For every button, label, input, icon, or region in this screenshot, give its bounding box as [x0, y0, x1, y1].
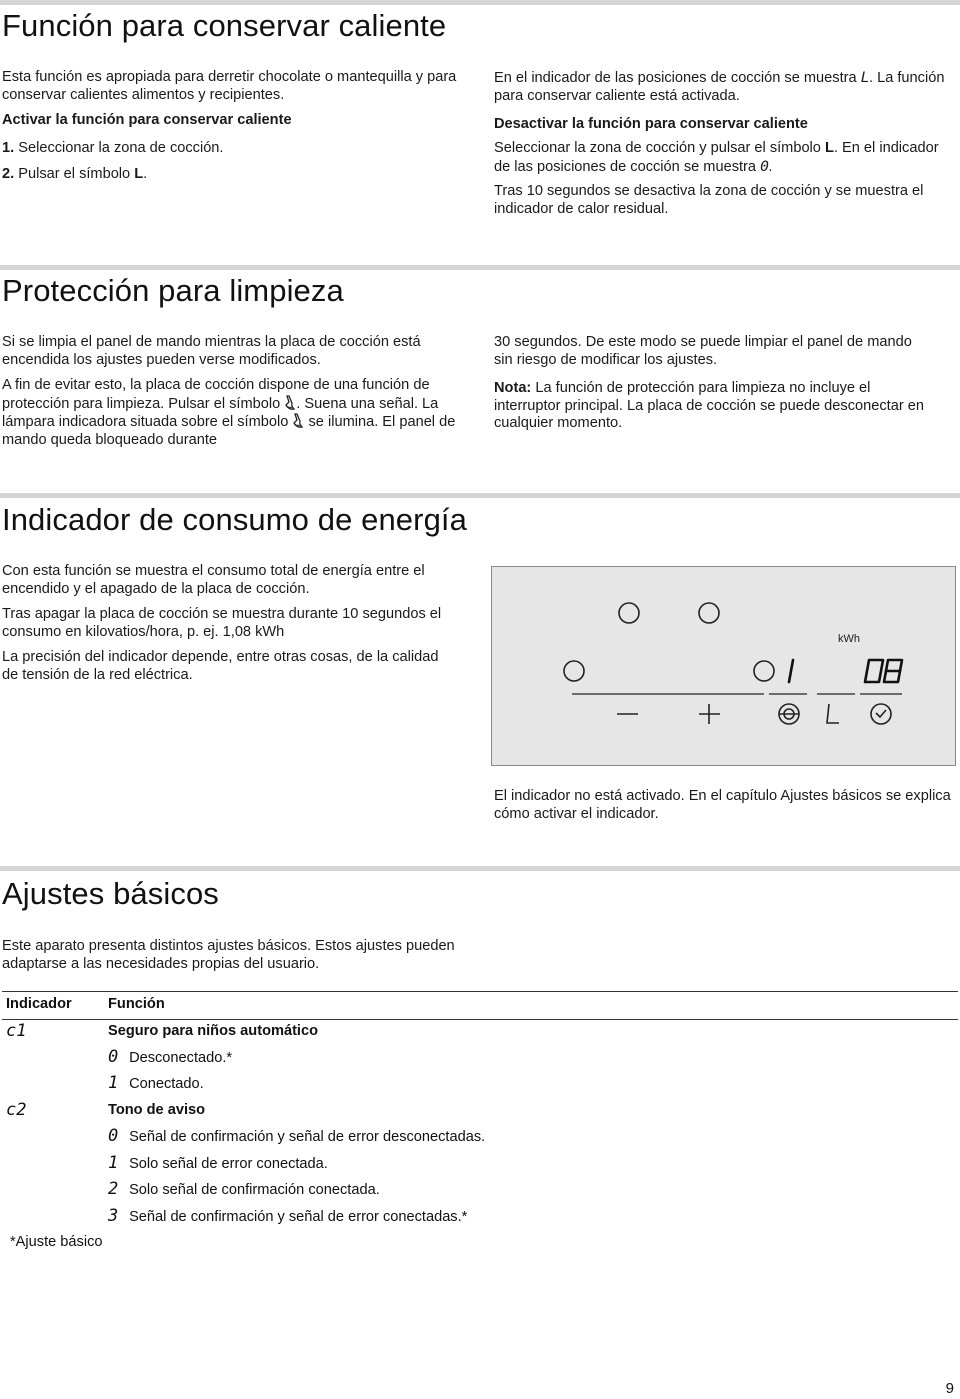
- step-text: Pulsar el símbolo: [18, 166, 131, 182]
- l-symbol: L: [134, 166, 144, 182]
- note: Nota: La función de protección para limpieza no incluye el interruptor principal. La placa de cocción se puede desconectar en cualquier momento.: [494, 380, 924, 431]
- setting-option: 0 Desconectado.*: [108, 1047, 233, 1067]
- setting-title: Seguro para niños automático: [108, 1023, 319, 1039]
- paragraph: Con esta función se muestra el consumo total de energía entre el encendido y el apagado de la placa de cocción.: [2, 563, 425, 597]
- step-number: 2.: [2, 166, 15, 182]
- option-value: 0: [108, 1126, 119, 1146]
- setting-option: 3 Señal de confirmación y señal de error conectadas.*: [108, 1206, 468, 1226]
- control-panel-illustration: [491, 566, 956, 766]
- step-2: 2. Pulsar el símbolo L.: [2, 166, 148, 182]
- step-text: Seleccionar la zona de cocción.: [18, 140, 224, 156]
- paragraph: Si se limpia el panel de mando mientras la placa de cocción está encendida los ajustes pueden verse modificados.: [2, 334, 421, 368]
- paragraph: Tras apagar la placa de cocción se muestra durante 10 segundos el consumo en kilovatios/hora, p. ej. 1,08 kWh: [2, 606, 442, 640]
- kwh-unit-label: kWh: [838, 633, 860, 645]
- column-header-indicator: Indicador: [6, 996, 72, 1012]
- zero-display-symbol: 0: [760, 157, 769, 175]
- option-value: 0: [108, 1047, 119, 1067]
- setting-option: 1 Conectado.: [108, 1073, 204, 1093]
- zone-indicator-icon: [619, 603, 639, 623]
- note-label: Nota:: [494, 380, 532, 396]
- clean-lock-icon: [284, 395, 296, 411]
- step-1: [2, 140, 442, 158]
- setting-option: 1 Solo señal de error conectada.: [108, 1153, 328, 1173]
- subheading: Activar la función para conservar caliente: [2, 112, 292, 128]
- section-rule: [0, 493, 960, 498]
- l-symbol: L: [824, 140, 834, 156]
- footnote: *Ajuste básico: [10, 1234, 103, 1250]
- paragraph: Seleccionar la zona de cocción y pulsar el símbolo L. En el indicador de las posiciones de cocción se muestra 0.: [494, 140, 939, 175]
- zone-indicator-icon: [564, 661, 584, 681]
- section-rule: [0, 0, 960, 5]
- option-value: 2: [108, 1179, 119, 1199]
- zone-indicator-icon: [754, 661, 774, 681]
- section-rule: [0, 265, 960, 270]
- clean-lock-icon: [292, 413, 304, 429]
- figure-caption: El indicador no está activado. En el capítulo Ajustes básicos se explica cómo activar el indicador.: [494, 788, 951, 822]
- paragraph: La precisión del indicador depende, entre otras cosas, de la calidad de tensión de la red eléctrica.: [2, 649, 439, 683]
- l-icon: [827, 704, 839, 723]
- page-number: 9: [945, 1380, 954, 1397]
- option-value: 1: [108, 1153, 119, 1173]
- digit-eight: [884, 660, 902, 682]
- digit-zero: [865, 660, 883, 682]
- zone-indicator-icon: [699, 603, 719, 623]
- section-title: Indicador de consumo de energía: [2, 502, 467, 537]
- setting-option: 0 Señal de confirmación y señal de error desconectadas.: [108, 1126, 486, 1146]
- section-title: Función para conservar caliente: [2, 8, 447, 43]
- clean-lock-icon: [779, 704, 799, 724]
- subheading: Desactivar la función para conservar caliente: [494, 116, 808, 132]
- paragraph: Esta función es apropiada para derretir chocolate o mantequilla y para conservar calientes alimentos y recipientes.: [2, 69, 457, 103]
- option-value: 1: [108, 1073, 119, 1093]
- section-title: Ajustes básicos: [2, 876, 219, 911]
- column-header-function: Función: [108, 996, 165, 1012]
- paragraph: Este aparato presenta distintos ajustes básicos. Estos ajustes pueden adaptarse a las necesidades propias del usuario.: [2, 938, 455, 972]
- paragraph: En el indicador de las posiciones de cocción se muestra L. La función para conservar caliente está activada.: [494, 69, 945, 104]
- setting-title: Tono de aviso: [108, 1102, 206, 1118]
- section-rule: [0, 866, 960, 871]
- paragraph: 30 segundos. De este modo se puede limpiar el panel de mando sin riesgo de modificar los ajustes.: [494, 334, 912, 368]
- l-display-symbol: L: [860, 69, 869, 86]
- paragraph: A fin de evitar esto, la placa de cocción dispone de una función de protección para limpieza. Pulsar el símbolo . Suena una señal. La lámpara indicadora situada sobre el símbolo se ilumina. El panel de mando queda bloqueado durante: [2, 377, 456, 448]
- step-number: 1.: [2, 140, 15, 156]
- setting-code: c2: [6, 1100, 27, 1120]
- section-title: Protección para limpieza: [2, 273, 344, 308]
- paragraph: Tras 10 segundos se desactiva la zona de cocción y se muestra el indicador de calor residual.: [494, 183, 924, 217]
- setting-code: c1: [6, 1021, 27, 1041]
- timer-icon: [871, 704, 891, 724]
- digit-one: [789, 660, 793, 682]
- option-value: 3: [108, 1206, 119, 1226]
- setting-option: 2 Solo señal de confirmación conectada.: [108, 1179, 380, 1199]
